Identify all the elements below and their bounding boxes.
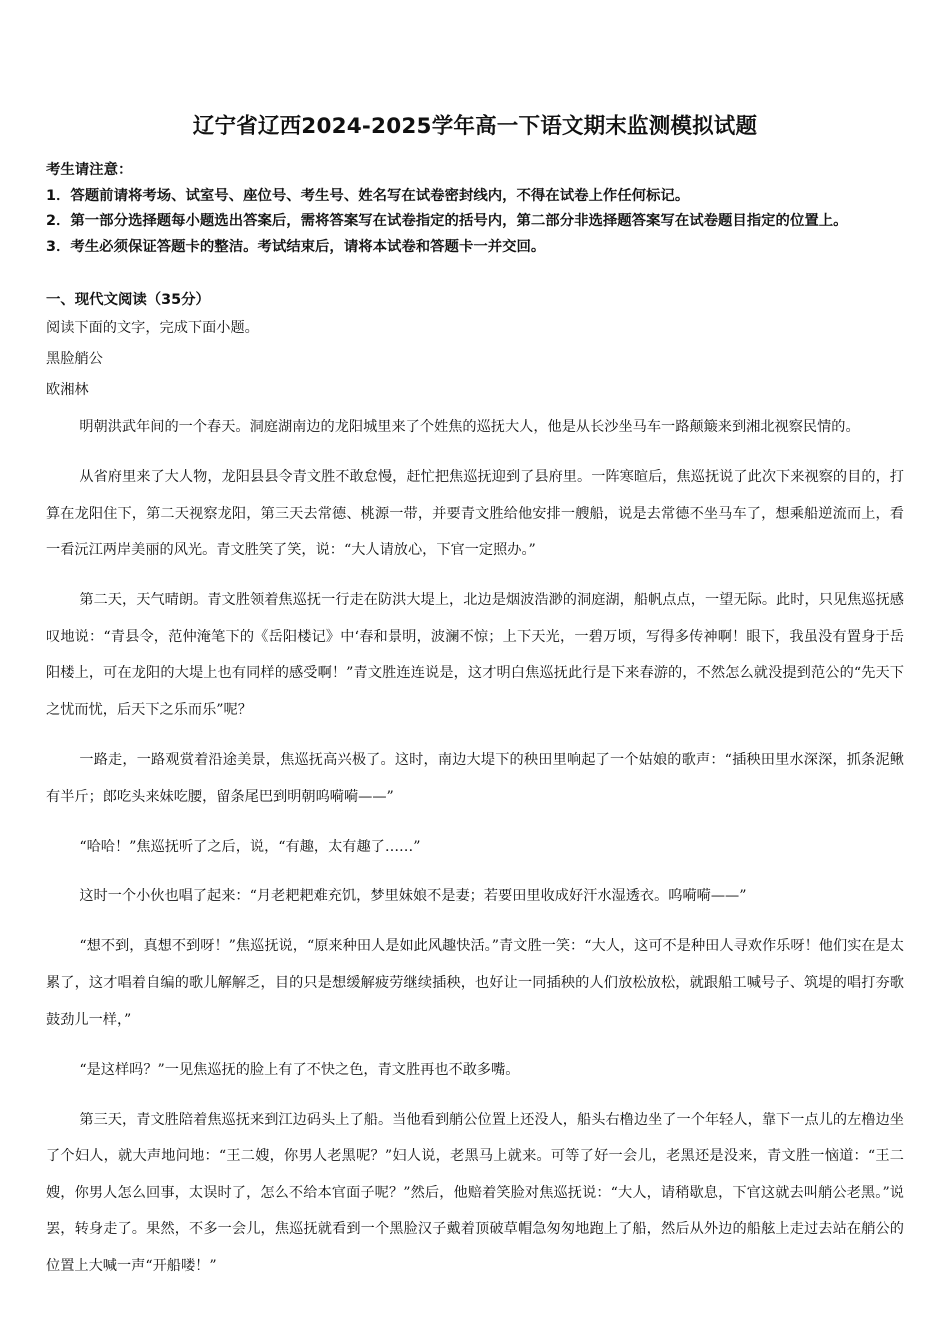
article-body [46, 409, 904, 1285]
article-author: 欧湘林 [46, 382, 89, 398]
article-paragraph: “想不到，真想不到呀！”焦巡抚说，“原来种田人是如此风趣快活。”青文胜一笑：“大人，这可不是种田人寻欢作乐呀！他们实在是太累了，这才唱着自编的歌儿解解乏，目的只是想缓解疲劳继续插秧，也好让一同插秧的人们放松放松，就跟船工喊号子、筑堤的唱打夯歌鼓劲儿一样，” [46, 938, 904, 1028]
article-paragraph: “哈哈！”焦巡抚听了之后，说，“有趣，太有趣了……” [79, 838, 421, 855]
article-paragraph: 从省府里来了大人物，龙阳县县令青文胜不敢怠慢，赶忙把焦巡抚迎到了县府里。一阵寒暄后，焦巡抚说了此次下来视察的目的，打算在龙阳住下，第二天视察龙阳，第三天去常德、桃源一带，并要青文胜给他安排一艘船，说是去常德不坐马车了，想乘船逆流而上，看一看沅江两岸美丽的风光。青文胜笑了笑，说：“大人请放心，下官一定照办。” [46, 468, 904, 559]
article-title: 黑脸艄公 [46, 351, 103, 367]
article-paragraph: 这时一个小伙也唱了起来：“月老耙耙难充饥，梦里妹娘不是妻；若要田里收成好汗水湿透衣。呜嗬嗬——” [79, 888, 747, 905]
article-paragraph: 一路走，一路观赏着沿途美景，焦巡抚高兴极了。这时，南边大堤下的秧田里响起了一个姑娘的歌声：“插秧田里水深深，抓条泥鳅有半斤；郎吃头来妹吃腰，留条尾巴到明朝呜嗬嗬——” [46, 751, 904, 805]
notice-item: 1．答题前请将考场、试室号、座位号、考生号、姓名写在试卷密封线内，不得在试卷上作任何标记。 [46, 187, 690, 204]
notice-item: 2．第一部分选择题每小题选出答案后，需将答案写在试卷指定的括号内，第二部分非选择题答案写在试卷题目指定的位置上。 [46, 213, 848, 229]
exam-notice [46, 158, 904, 260]
article-paragraph: 明朝洪武年间的一个春天。洞庭湖南边的龙阳城里来了个姓焦的巡抚大人，他是从长沙坐马车一路颠簸来到湘北视察民情的。 [79, 419, 860, 435]
notice-item: 3．考生必须保证答题卡的整洁。考试结束后，请将本试卷和答题卡一并交回。 [46, 238, 546, 255]
document-title: 辽宁省辽西2024-2025学年高一下语文期末监测模拟试题 [192, 114, 758, 139]
article-paragraph: 第二天，天气晴朗。青文胜领着焦巡抚一行走在防洪大堤上，北边是烟波浩渺的洞庭湖，船帆点点，一望无际。此时，只见焦巡抚感叹地说：“青县令，范仲淹笔下的《岳阳楼记》中‘春和景明，波澜不惊；上下天光，一碧万顷，写得多传神啊！眼下，我虽没有置身于岳阳楼上，可在龙阳的大堤上也有同样的感受啊！”青文胜连连说是，这才明白焦巡抚此行是下来春游的，不然怎么就没提到范公的“先天下之忧而忧，后天下之乐而乐”呢？ [46, 592, 904, 718]
reading-instruction: 阅读下面的文字，完成下面小题。 [46, 320, 259, 336]
article-paragraph: 第三天，青文胜陪着焦巡抚来到江边码头上了船。当他看到艄公位置上还没人，船头右橹边坐了一个年轻人，靠下一点儿的左橹边坐了个妇人，就大声地问地：“王二嫂，你男人老黑呢？”妇人说，老黑马上就来。可等了好一会儿，老黑还是没来，青文胜一恼道：“王二嫂，你男人怎么回事，太误时了，怎么不给本官面子呢？”然后，他赔着笑脸对焦巡抚说：“大人，请稍歇息，下官这就去叫艄公老黑。”说罢，转身走了。果然，不多一会儿，焦巡抚就看到一个黑脸汉子戴着顶破草帽急匆匆地跑上了船，然后从外边的船舷上走过去站在艄公的位置上大喊一声“开船喽！” [46, 1111, 904, 1274]
article-paragraph: “是这样吗？”一见焦巡抚的脸上有了不快之色，青文胜再也不敢多嘴。 [79, 1061, 520, 1078]
notice-heading: 考生请注意： [46, 162, 133, 178]
section-heading: 一、现代文阅读（35分） [46, 292, 210, 308]
